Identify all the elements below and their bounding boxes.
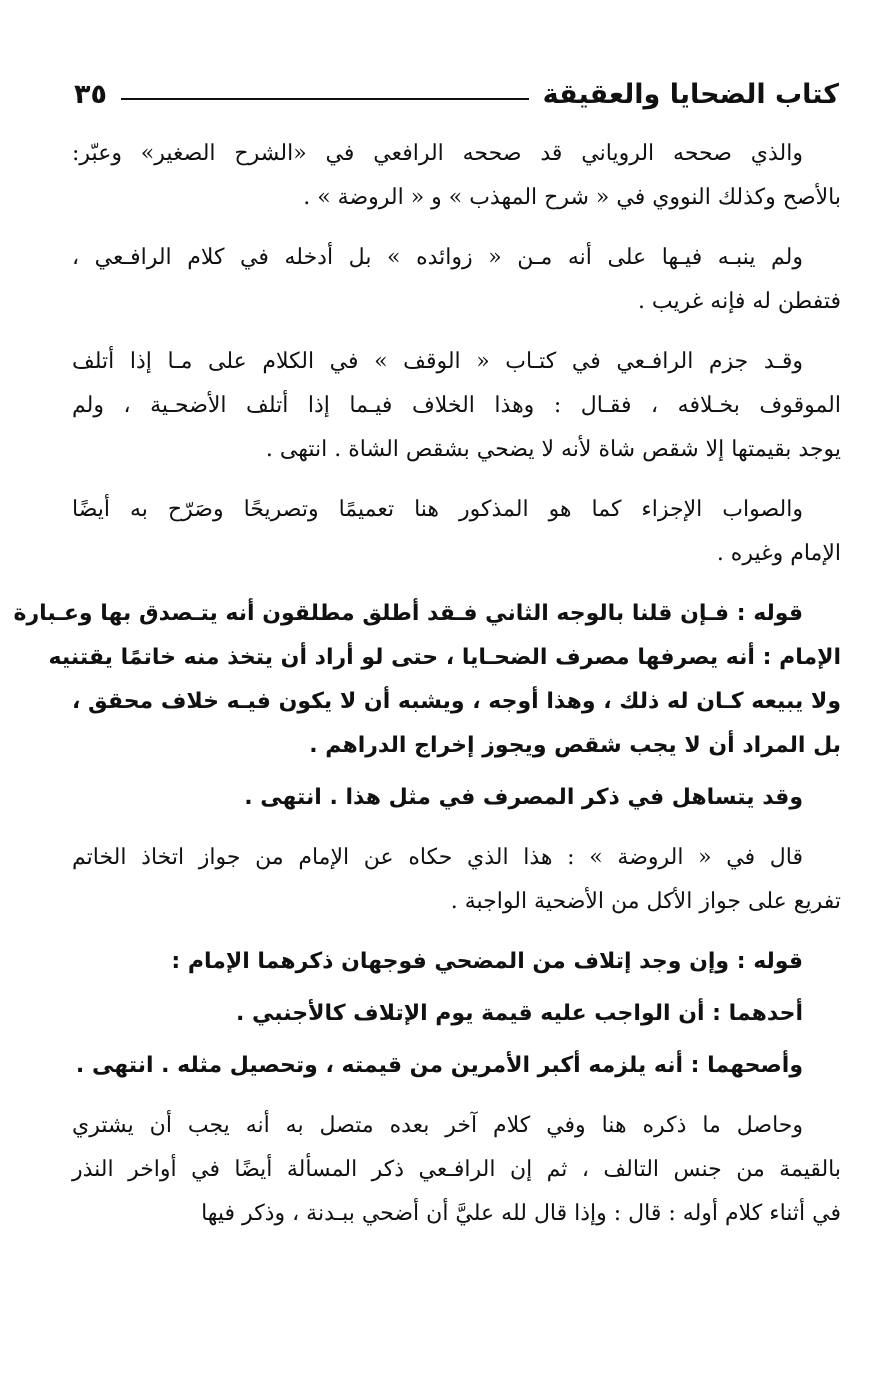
text-line: ولا يبيعه كـان له ذلك ، وهذا أوجه ، ويشبه أن لا يكون فيـه خلاف محقق ،	[72, 689, 841, 714]
text-line: في أثناء كلام أوله : قال : وإذا قال لله عليَّ أن أضحي ببـدنة ، وذكر فيها	[201, 1201, 841, 1226]
text-line: وحاصل ما ذكره هنا وفي كلام آخر بعده متصل به أنه يجب أن يشتري	[72, 1113, 803, 1138]
header-rule	[121, 98, 529, 100]
commentary-paragraph	[72, 236, 841, 324]
text-line: الإمام : أنه يصرفها مصرف الضحـايا ، حتى لو أراد أن يتخذ منه خاتمًا يقتنيه	[48, 645, 841, 670]
text-line: يوجد بقيمتها إلا شقص شاة لأنه لا يضحي بشقص الشاة . انتهى .	[265, 437, 841, 462]
commentary-paragraph	[72, 340, 841, 472]
quoted-text-paragraph	[72, 1044, 841, 1088]
text-line: فتفطن له فإنه غريب .	[637, 289, 841, 314]
page-body	[13, 132, 841, 1252]
text-line: وقد يتساهل في ذكر المصرف في مثل هذا . انتهى .	[244, 785, 803, 810]
quoted-text-paragraph	[72, 940, 841, 984]
text-line: بالقيمة من جنس التالف ، ثم إن الرافـعي ذكر المسألة أيضًا في أواخر النذر	[72, 1157, 841, 1182]
text-line: الإمام وغيره .	[716, 541, 841, 566]
text-line: أحدهما : أن الواجب عليه قيمة يوم الإتلاف كالأجنبي .	[236, 1001, 803, 1026]
quoted-text-paragraph	[72, 776, 841, 820]
text-line: بل المراد أن لا يجب شقص ويجوز إخراج الدراهم .	[309, 733, 841, 758]
text-line: بالأصح وكذلك النووي في « شرح المهذب » و « الروضة » .	[303, 185, 841, 210]
text-line: قال في « الروضة » : هذا الذي حكاه عن الإمام من جواز اتخاذ الخاتم	[72, 845, 803, 870]
commentary-paragraph	[72, 132, 841, 220]
text-line: قوله : فـإن قلنا بالوجه الثاني فـقد أطلق مطلقون أنه يتـصدق بها وعـبارة	[13, 601, 803, 626]
commentary-paragraph	[72, 836, 841, 924]
text-line: ولم ينبـه فيـها على أنه مـن « زوائده » بل أدخله في كلام الرافـعي ،	[72, 245, 803, 270]
text-line: الموقوف بخـلافه ، فقـال : وهذا الخلاف فيـما إذا أتلف الأضحـية ، ولم	[72, 393, 841, 418]
text-line: وقـد جزم الرافـعي في كتـاب « الوقف » في الكلام على مـا إذا أتلف	[72, 349, 803, 374]
page-number: ٣٥	[74, 78, 107, 110]
commentary-paragraph	[72, 488, 841, 576]
quoted-text-paragraph	[13, 592, 841, 768]
text-line: وأصحهما : أنه يلزمه أكبر الأمرين من قيمته ، وتحصيل مثله . انتهى .	[75, 1053, 803, 1078]
page-header	[74, 72, 839, 116]
commentary-paragraph	[72, 1104, 841, 1236]
quoted-text-paragraph	[72, 992, 841, 1036]
text-line: والذي صححه الروياني قد صححه الرافعي في «الشرح الصغير» وعبّر:	[72, 141, 803, 166]
text-line: تفريع على جواز الأكل من الأضحية الواجبة .	[450, 889, 841, 914]
running-title: كتاب الضحايا والعقيقة	[542, 78, 839, 110]
text-line: والصواب الإجزاء كما هو المذكور هنا تعميمًا وتصريحًا وصَرّح به أيضًا	[72, 497, 803, 522]
text-line: قوله : وإن وجد إتلاف من المضحي فوجهان ذكرهما الإمام :	[171, 949, 803, 974]
